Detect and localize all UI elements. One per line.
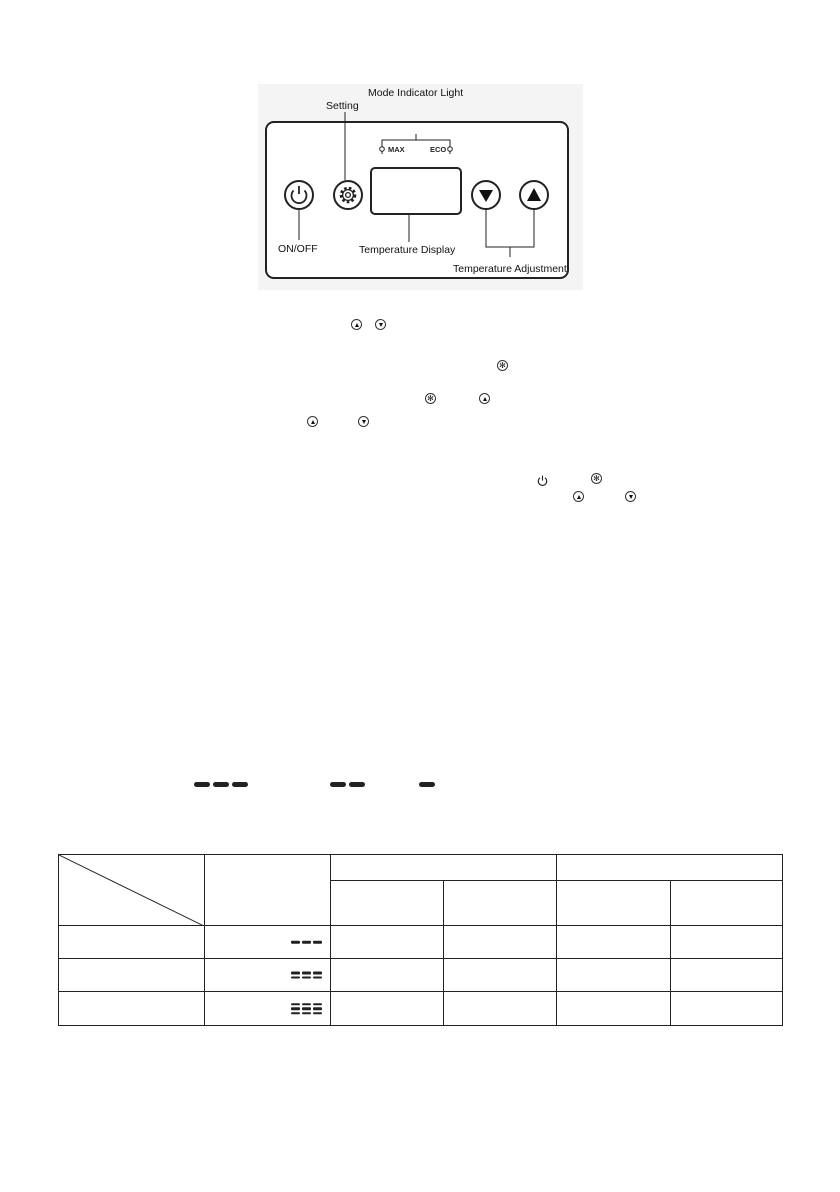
settings-table <box>58 854 783 1026</box>
up-arrow-icon <box>307 416 318 427</box>
up-arrow-icon <box>520 181 548 209</box>
setting-label: Setting <box>326 100 359 112</box>
snowflake-icon: ✻ <box>591 473 602 484</box>
down-arrow-icon <box>625 491 636 502</box>
table-row <box>59 959 783 992</box>
table-row <box>59 992 783 1026</box>
up-arrow-icon <box>479 393 490 404</box>
up-arrow-icon <box>351 319 362 330</box>
table-subheader-cell <box>444 881 557 926</box>
temperature-display-screen <box>371 168 461 214</box>
snowflake-icon: ✻ <box>425 393 436 404</box>
down-arrow-icon <box>358 416 369 427</box>
eco-indicator-light <box>448 147 453 152</box>
table-row <box>59 926 783 959</box>
table-subheader-cell <box>557 881 671 926</box>
power-icon <box>537 475 548 486</box>
eco-indicator-label: ECO <box>430 145 447 154</box>
down-arrow-icon <box>472 181 500 209</box>
level-icon-2 <box>291 972 322 979</box>
level-icon-3 <box>291 1003 322 1015</box>
control-panel-diagram <box>258 84 583 290</box>
table-header-cell <box>557 855 783 881</box>
table-header-cell <box>205 855 331 926</box>
power-icon <box>285 181 313 209</box>
table-subheader-cell <box>671 881 783 926</box>
snowflake-icon: ✻ <box>497 360 508 371</box>
temperature-adjustment-label: Temperature Adjustment <box>453 263 567 275</box>
table-corner-cell <box>59 855 205 926</box>
temperature-display-label: Temperature Display <box>359 244 456 256</box>
level-icon-1 <box>291 941 322 944</box>
table-subheader-cell <box>331 881 444 926</box>
mode-indicator-label: Mode Indicator Light <box>368 87 464 99</box>
on-off-label: ON/OFF <box>278 243 318 255</box>
gear-icon <box>334 181 362 209</box>
table-header-cell <box>331 855 557 881</box>
max-indicator-light <box>380 147 385 152</box>
max-indicator-label: MAX <box>388 145 405 154</box>
control-panel-drawing <box>258 84 583 290</box>
up-arrow-icon <box>573 491 584 502</box>
diagonal-line <box>59 855 204 926</box>
down-arrow-icon <box>375 319 386 330</box>
